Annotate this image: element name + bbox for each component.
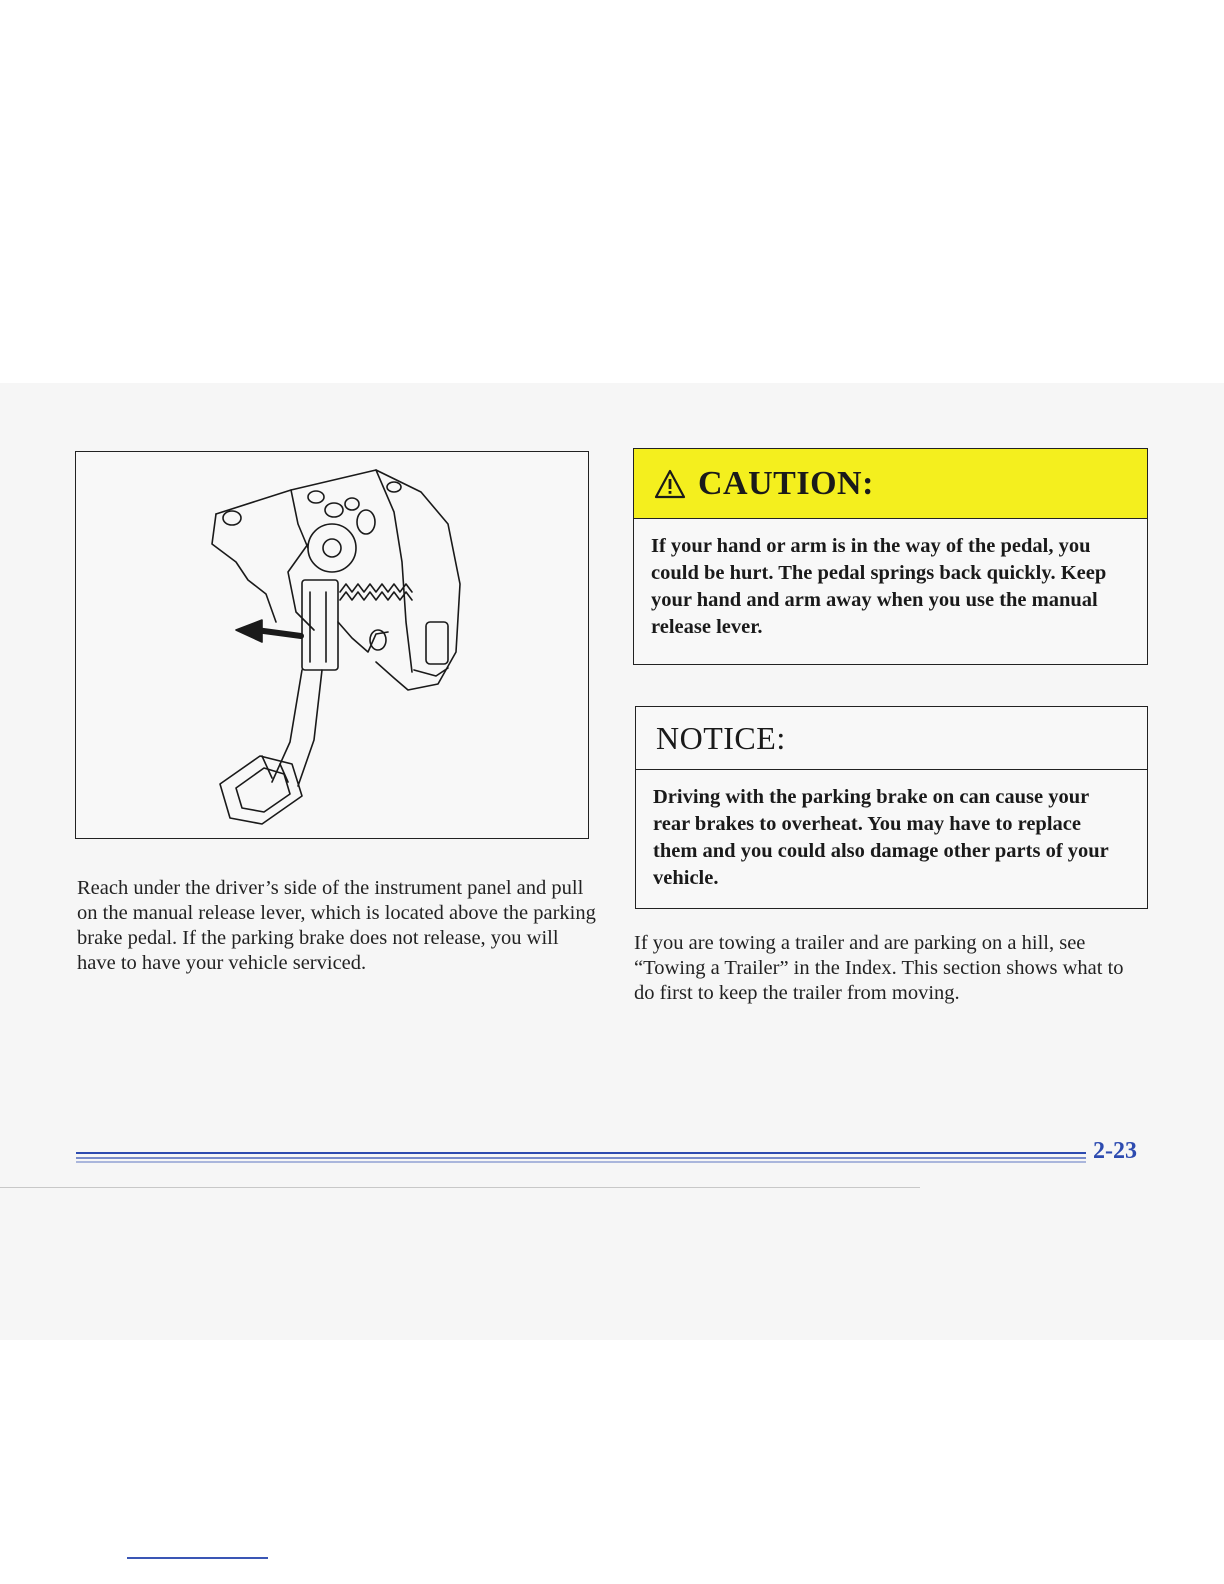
notice-box xyxy=(635,706,1148,909)
pedal-drawing xyxy=(76,452,590,840)
release-instructions-paragraph: Reach under the driver’s side of the instrument panel and pull on the manual release lever, which is located above the parking brake pedal. If the parking brake does not release, you will have to have your vehicle serviced. xyxy=(77,877,596,974)
footer-rule xyxy=(76,1150,1086,1164)
scan-edge-line xyxy=(0,1187,920,1188)
notice-title: NOTICE: xyxy=(656,719,786,756)
parking-brake-illustration xyxy=(75,451,589,839)
towing-paragraph: If you are towing a trailer and are parking on a hill, see “Towing a Trailer” in the Index. This section shows what to do first to keep the trailer from moving. xyxy=(634,932,1124,1004)
caution-header xyxy=(634,449,1147,519)
notice-header xyxy=(636,707,1147,770)
bottom-blue-mark xyxy=(127,1557,268,1559)
caution-body: If your hand or arm is in the way of the pedal, you could be hurt. The pedal springs back quickly. Keep your hand and arm away when you use the manual release lever. xyxy=(651,535,1107,638)
notice-body: Driving with the parking brake on can cause your rear brakes to overheat. You may have to replace them and you could also damage other parts of your vehicle. xyxy=(653,786,1109,889)
caution-box xyxy=(633,448,1148,665)
caution-title: CAUTION: xyxy=(698,464,874,502)
page-number: 2-23 xyxy=(1093,1138,1137,1164)
warning-triangle-icon xyxy=(654,469,686,499)
